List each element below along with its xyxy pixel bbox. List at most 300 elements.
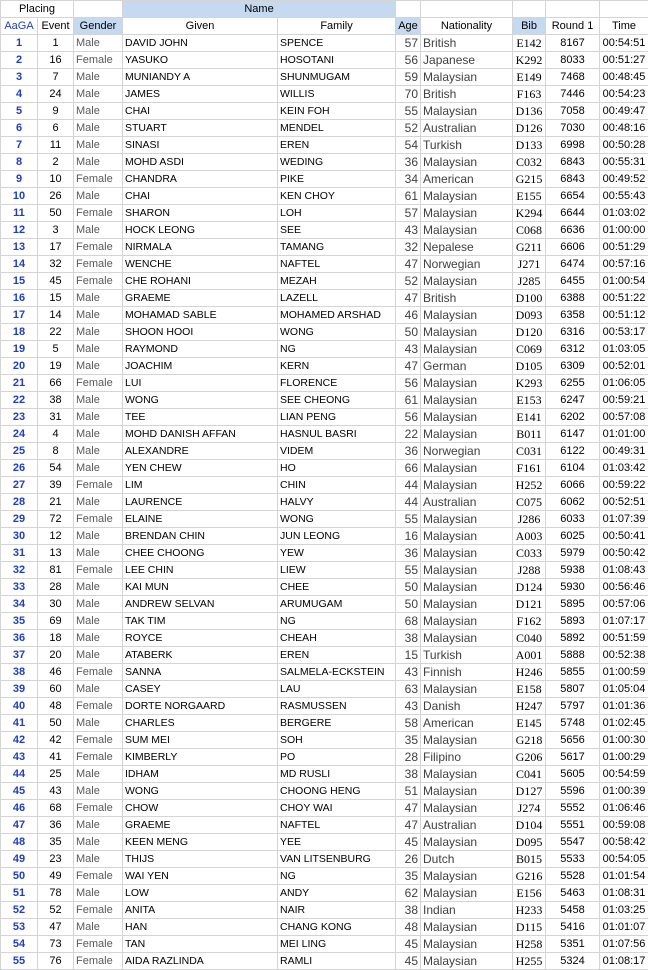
round1-cell: 6247 xyxy=(546,392,600,409)
age-cell: 61 xyxy=(396,392,421,409)
given-cell: YEN CHEW xyxy=(123,460,278,477)
age-header: Age xyxy=(396,18,421,35)
given-cell: ANITA xyxy=(123,902,278,919)
round1-cell: 5416 xyxy=(546,919,600,936)
event-cell: 42 xyxy=(38,732,74,749)
family-cell: RASMUSSEN xyxy=(278,698,396,715)
given-cell: CHE ROHANI xyxy=(123,273,278,290)
table-row xyxy=(1,783,648,800)
gender-cell: Female xyxy=(74,256,123,273)
event-cell: 25 xyxy=(38,766,74,783)
given-cell: CHAI xyxy=(123,103,278,120)
header-row-top xyxy=(1,1,648,18)
event-cell: 7 xyxy=(38,69,74,86)
event-cell: 81 xyxy=(38,562,74,579)
placing-cell: 15 xyxy=(1,273,38,290)
placing-header: Placing xyxy=(1,1,74,18)
table-row xyxy=(1,35,648,52)
gender-cell: Male xyxy=(74,545,123,562)
time-cell: 01:03:05 xyxy=(600,341,648,358)
bib-cell: C068 xyxy=(513,222,546,239)
placing-cell: 16 xyxy=(1,290,38,307)
table-row xyxy=(1,562,648,579)
table-row xyxy=(1,596,648,613)
nationality-cell: Malaysian xyxy=(421,953,513,970)
placing-cell: 39 xyxy=(1,681,38,698)
age-cell: 45 xyxy=(396,953,421,970)
bib-cell: D126 xyxy=(513,120,546,137)
family-cell: NAFTEL xyxy=(278,256,396,273)
time-cell: 01:06:05 xyxy=(600,375,648,392)
gender-cell: Female xyxy=(74,698,123,715)
age-cell: 51 xyxy=(396,783,421,800)
table-row xyxy=(1,715,648,732)
aaga-header: AaGA xyxy=(1,18,38,35)
given-cell: CHARLES xyxy=(123,715,278,732)
gender-cell: Male xyxy=(74,392,123,409)
time-cell: 00:59:22 xyxy=(600,477,648,494)
family-cell: WONG xyxy=(278,511,396,528)
gender-cell: Male xyxy=(74,307,123,324)
round1-cell: 5855 xyxy=(546,664,600,681)
placing-cell: 43 xyxy=(1,749,38,766)
event-cell: 60 xyxy=(38,681,74,698)
given-cell: WENCHE xyxy=(123,256,278,273)
bib-cell: D121 xyxy=(513,596,546,613)
given-cell: LIM xyxy=(123,477,278,494)
bib-cell: E156 xyxy=(513,885,546,902)
family-cell: SOH xyxy=(278,732,396,749)
age-cell: 52 xyxy=(396,273,421,290)
placing-cell: 47 xyxy=(1,817,38,834)
nationality-cell: Malaysian xyxy=(421,579,513,596)
time-cell: 00:52:38 xyxy=(600,647,648,664)
given-cell: KAI MUN xyxy=(123,579,278,596)
placing-cell: 2 xyxy=(1,52,38,69)
round1-cell: 5807 xyxy=(546,681,600,698)
event-cell: 12 xyxy=(38,528,74,545)
event-cell: 17 xyxy=(38,239,74,256)
nationality-cell: Malaysian xyxy=(421,613,513,630)
time-cell: 01:01:07 xyxy=(600,919,648,936)
round1-cell: 6644 xyxy=(546,205,600,222)
nationality-cell: German xyxy=(421,358,513,375)
bib-header: Bib xyxy=(513,18,546,35)
given-cell: WONG xyxy=(123,392,278,409)
placing-cell: 37 xyxy=(1,647,38,664)
table-row xyxy=(1,460,648,477)
age-cell: 46 xyxy=(396,307,421,324)
event-cell: 1 xyxy=(38,35,74,52)
time-cell: 00:55:43 xyxy=(600,188,648,205)
time-cell: 01:00:29 xyxy=(600,749,648,766)
table-row xyxy=(1,579,648,596)
nationality-cell: Malaysian xyxy=(421,324,513,341)
nationality-cell: Turkish xyxy=(421,137,513,154)
table-row xyxy=(1,409,648,426)
table-row xyxy=(1,647,648,664)
bib-cell: G206 xyxy=(513,749,546,766)
age-cell: 55 xyxy=(396,511,421,528)
gender-cell: Female xyxy=(74,732,123,749)
given-cell: CHOW xyxy=(123,800,278,817)
gender-cell: Female xyxy=(74,800,123,817)
round1-cell: 5605 xyxy=(546,766,600,783)
given-cell: TAN xyxy=(123,936,278,953)
family-cell: TAMANG xyxy=(278,239,396,256)
table-row xyxy=(1,154,648,171)
round1-cell: 5930 xyxy=(546,579,600,596)
time-cell: 00:54:59 xyxy=(600,766,648,783)
round1-cell: 6066 xyxy=(546,477,600,494)
nationality-cell: Malaysian xyxy=(421,919,513,936)
age-cell: 47 xyxy=(396,290,421,307)
gender-cell: Male xyxy=(74,630,123,647)
age-cell: 35 xyxy=(396,732,421,749)
age-cell: 44 xyxy=(396,494,421,511)
bib-cell: C033 xyxy=(513,545,546,562)
age-cell: 22 xyxy=(396,426,421,443)
given-cell: SHARON xyxy=(123,205,278,222)
age-cell: 47 xyxy=(396,800,421,817)
gender-cell: Male xyxy=(74,137,123,154)
family-cell: MEZAH xyxy=(278,273,396,290)
bib-cell: F163 xyxy=(513,86,546,103)
given-cell: WONG xyxy=(123,783,278,800)
nationality-cell: Malaysian xyxy=(421,426,513,443)
event-cell: 13 xyxy=(38,545,74,562)
nationality-cell: Malaysian xyxy=(421,273,513,290)
bib-cell: D100 xyxy=(513,290,546,307)
bib-cell: D105 xyxy=(513,358,546,375)
placing-cell: 35 xyxy=(1,613,38,630)
placing-cell: 4 xyxy=(1,86,38,103)
round1-cell: 6122 xyxy=(546,443,600,460)
table-row xyxy=(1,443,648,460)
bib-cell: H233 xyxy=(513,902,546,919)
family-cell: EREN xyxy=(278,137,396,154)
placing-cell: 48 xyxy=(1,834,38,851)
time-cell: 00:51:22 xyxy=(600,290,648,307)
gender-cell: Female xyxy=(74,664,123,681)
age-cell: 26 xyxy=(396,851,421,868)
table-row xyxy=(1,222,648,239)
nationality-cell: Turkish xyxy=(421,647,513,664)
age-cell: 47 xyxy=(396,817,421,834)
gender-cell: Male xyxy=(74,341,123,358)
round1-cell: 5528 xyxy=(546,868,600,885)
table-row xyxy=(1,69,648,86)
table-row xyxy=(1,528,648,545)
bib-cell: H247 xyxy=(513,698,546,715)
given-cell: NIRMALA xyxy=(123,239,278,256)
time-cell: 01:08:31 xyxy=(600,885,648,902)
table-row xyxy=(1,392,648,409)
results-body xyxy=(1,35,648,970)
given-cell: KEEN MENG xyxy=(123,834,278,851)
event-cell: 72 xyxy=(38,511,74,528)
given-cell: ATABERK xyxy=(123,647,278,664)
time-cell: 01:01:36 xyxy=(600,698,648,715)
bib-cell: D093 xyxy=(513,307,546,324)
family-cell: HOSOTANI xyxy=(278,52,396,69)
event-cell: 46 xyxy=(38,664,74,681)
table-row xyxy=(1,477,648,494)
gender-cell: Female xyxy=(74,239,123,256)
placing-cell: 30 xyxy=(1,528,38,545)
placing-cell: 44 xyxy=(1,766,38,783)
bib-cell: E153 xyxy=(513,392,546,409)
table-row xyxy=(1,630,648,647)
age-cell: 32 xyxy=(396,239,421,256)
table-row xyxy=(1,919,648,936)
gender-cell: Female xyxy=(74,868,123,885)
round1-cell: 6025 xyxy=(546,528,600,545)
table-row xyxy=(1,800,648,817)
family-cell: CHANG KONG xyxy=(278,919,396,936)
round1-cell: 6388 xyxy=(546,290,600,307)
gender-cell: Male xyxy=(74,647,123,664)
time-cell: 00:58:42 xyxy=(600,834,648,851)
bib-cell: D104 xyxy=(513,817,546,834)
family-cell: NAFTEL xyxy=(278,817,396,834)
given-cell: TAK TIM xyxy=(123,613,278,630)
age-cell: 63 xyxy=(396,681,421,698)
table-row xyxy=(1,137,648,154)
nationality-cell: Malaysian xyxy=(421,528,513,545)
gender-cell: Male xyxy=(74,613,123,630)
round1-cell: 6202 xyxy=(546,409,600,426)
nationality-cell: British xyxy=(421,35,513,52)
given-cell: STUART xyxy=(123,120,278,137)
nationality-cell: Malaysian xyxy=(421,868,513,885)
nationality-cell: British xyxy=(421,86,513,103)
bib-cell: D124 xyxy=(513,579,546,596)
family-cell: PO xyxy=(278,749,396,766)
event-cell: 24 xyxy=(38,86,74,103)
time-cell: 00:59:08 xyxy=(600,817,648,834)
nationality-cell: Malaysian xyxy=(421,800,513,817)
age-cell: 38 xyxy=(396,630,421,647)
bib-cell: J286 xyxy=(513,511,546,528)
round1-cell: 5547 xyxy=(546,834,600,851)
time-cell: 00:51:29 xyxy=(600,239,648,256)
event-cell: 48 xyxy=(38,698,74,715)
given-cell: ROYCE xyxy=(123,630,278,647)
family-cell: CHIN xyxy=(278,477,396,494)
placing-cell: 45 xyxy=(1,783,38,800)
time-cell: 01:08:43 xyxy=(600,562,648,579)
given-header: Given xyxy=(123,18,278,35)
round1-cell: 6147 xyxy=(546,426,600,443)
family-cell: JUN LEONG xyxy=(278,528,396,545)
placing-cell: 36 xyxy=(1,630,38,647)
table-row xyxy=(1,120,648,137)
bib-cell: H246 xyxy=(513,664,546,681)
round1-cell: 6455 xyxy=(546,273,600,290)
event-cell: 10 xyxy=(38,171,74,188)
table-row xyxy=(1,494,648,511)
event-cell: 6 xyxy=(38,120,74,137)
round1-header: Round 1 xyxy=(546,18,600,35)
given-cell: LOW xyxy=(123,885,278,902)
nationality-cell: Malaysian xyxy=(421,69,513,86)
event-cell: 32 xyxy=(38,256,74,273)
round1-cell: 8167 xyxy=(546,35,600,52)
round1-cell: 5596 xyxy=(546,783,600,800)
nationality-cell: Malaysian xyxy=(421,562,513,579)
age-cell: 36 xyxy=(396,545,421,562)
family-cell: CHEE xyxy=(278,579,396,596)
placing-cell: 23 xyxy=(1,409,38,426)
placing-cell: 46 xyxy=(1,800,38,817)
age-cell: 35 xyxy=(396,868,421,885)
age-cell: 56 xyxy=(396,409,421,426)
family-cell: KEN CHOY xyxy=(278,188,396,205)
round1-cell: 5892 xyxy=(546,630,600,647)
family-cell: HALVY xyxy=(278,494,396,511)
table-row xyxy=(1,545,648,562)
time-cell: 01:03:42 xyxy=(600,460,648,477)
event-cell: 11 xyxy=(38,137,74,154)
gender-cell: Male xyxy=(74,460,123,477)
table-row xyxy=(1,902,648,919)
gender-cell: Male xyxy=(74,766,123,783)
time-cell: 01:05:04 xyxy=(600,681,648,698)
bib-cell: C069 xyxy=(513,341,546,358)
nationality-cell: Malaysian xyxy=(421,205,513,222)
nationality-cell: Australian xyxy=(421,817,513,834)
age-cell: 62 xyxy=(396,885,421,902)
placing-cell: 1 xyxy=(1,35,38,52)
nationality-cell: American xyxy=(421,715,513,732)
placing-cell: 24 xyxy=(1,426,38,443)
gender-cell: Male xyxy=(74,290,123,307)
event-cell: 39 xyxy=(38,477,74,494)
given-cell: IDHAM xyxy=(123,766,278,783)
round1-cell: 6654 xyxy=(546,188,600,205)
bib-cell: C041 xyxy=(513,766,546,783)
bib-cell: B015 xyxy=(513,851,546,868)
age-cell: 38 xyxy=(396,902,421,919)
family-cell: YEW xyxy=(278,545,396,562)
nationality-cell: Japanese xyxy=(421,52,513,69)
time-cell: 00:57:08 xyxy=(600,409,648,426)
bib-cell: H252 xyxy=(513,477,546,494)
placing-cell: 40 xyxy=(1,698,38,715)
round1-cell: 5617 xyxy=(546,749,600,766)
given-cell: YASUKO xyxy=(123,52,278,69)
event-cell: 23 xyxy=(38,851,74,868)
given-cell: JOACHIM xyxy=(123,358,278,375)
event-cell: 2 xyxy=(38,154,74,171)
event-cell: 41 xyxy=(38,749,74,766)
nationality-cell: Australian xyxy=(421,494,513,511)
time-cell: 00:54:05 xyxy=(600,851,648,868)
table-row xyxy=(1,817,648,834)
table-row xyxy=(1,324,648,341)
bib-cell: D127 xyxy=(513,783,546,800)
time-cell: 01:00:30 xyxy=(600,732,648,749)
family-cell: WEDING xyxy=(278,154,396,171)
given-cell: MOHD ASDI xyxy=(123,154,278,171)
given-cell: BRENDAN CHIN xyxy=(123,528,278,545)
bib-cell: D095 xyxy=(513,834,546,851)
event-cell: 19 xyxy=(38,358,74,375)
nationality-cell: Malaysian xyxy=(421,222,513,239)
given-cell: GRAEME xyxy=(123,817,278,834)
bib-cell: C040 xyxy=(513,630,546,647)
table-row xyxy=(1,749,648,766)
table-row xyxy=(1,868,648,885)
age-cell: 36 xyxy=(396,443,421,460)
placing-cell: 19 xyxy=(1,341,38,358)
bib-cell: E141 xyxy=(513,409,546,426)
age-cell: 16 xyxy=(396,528,421,545)
gender-cell: Male xyxy=(74,596,123,613)
event-cell: 73 xyxy=(38,936,74,953)
round1-cell: 5656 xyxy=(546,732,600,749)
round1-cell: 5888 xyxy=(546,647,600,664)
round1-cell: 6474 xyxy=(546,256,600,273)
gender-cell: Male xyxy=(74,86,123,103)
event-cell: 50 xyxy=(38,205,74,222)
event-cell: 22 xyxy=(38,324,74,341)
age-cell: 50 xyxy=(396,596,421,613)
given-cell: CASEY xyxy=(123,681,278,698)
round1-cell: 5458 xyxy=(546,902,600,919)
time-cell: 00:49:52 xyxy=(600,171,648,188)
round1-cell: 6843 xyxy=(546,171,600,188)
family-cell: PIKE xyxy=(278,171,396,188)
time-cell: 01:01:00 xyxy=(600,426,648,443)
event-cell: 52 xyxy=(38,902,74,919)
age-cell: 34 xyxy=(396,171,421,188)
table-row xyxy=(1,375,648,392)
placing-cell: 33 xyxy=(1,579,38,596)
gender-cell: Male xyxy=(74,579,123,596)
table-row xyxy=(1,511,648,528)
placing-cell: 11 xyxy=(1,205,38,222)
bib-cell: B011 xyxy=(513,426,546,443)
age-cell: 50 xyxy=(396,324,421,341)
placing-cell: 13 xyxy=(1,239,38,256)
bib-cell: K294 xyxy=(513,205,546,222)
given-cell: GRAEME xyxy=(123,290,278,307)
bib-cell: A001 xyxy=(513,647,546,664)
table-row xyxy=(1,307,648,324)
time-cell: 01:07:17 xyxy=(600,613,648,630)
nationality-cell: Malaysian xyxy=(421,409,513,426)
family-cell: FLORENCE xyxy=(278,375,396,392)
round1-cell: 5324 xyxy=(546,953,600,970)
table-row xyxy=(1,936,648,953)
event-cell: 16 xyxy=(38,52,74,69)
round1-cell: 6255 xyxy=(546,375,600,392)
nationality-cell: Malaysian xyxy=(421,834,513,851)
nationality-cell: Malaysian xyxy=(421,732,513,749)
nationality-cell: Norwegian xyxy=(421,256,513,273)
bib-cell: G211 xyxy=(513,239,546,256)
time-cell: 01:01:54 xyxy=(600,868,648,885)
placing-cell: 18 xyxy=(1,324,38,341)
event-cell: 49 xyxy=(38,868,74,885)
table-row xyxy=(1,103,648,120)
gender-cell: Male xyxy=(74,426,123,443)
given-cell: RAYMOND xyxy=(123,341,278,358)
time-cell: 00:49:47 xyxy=(600,103,648,120)
given-cell: DAVID JOHN xyxy=(123,35,278,52)
